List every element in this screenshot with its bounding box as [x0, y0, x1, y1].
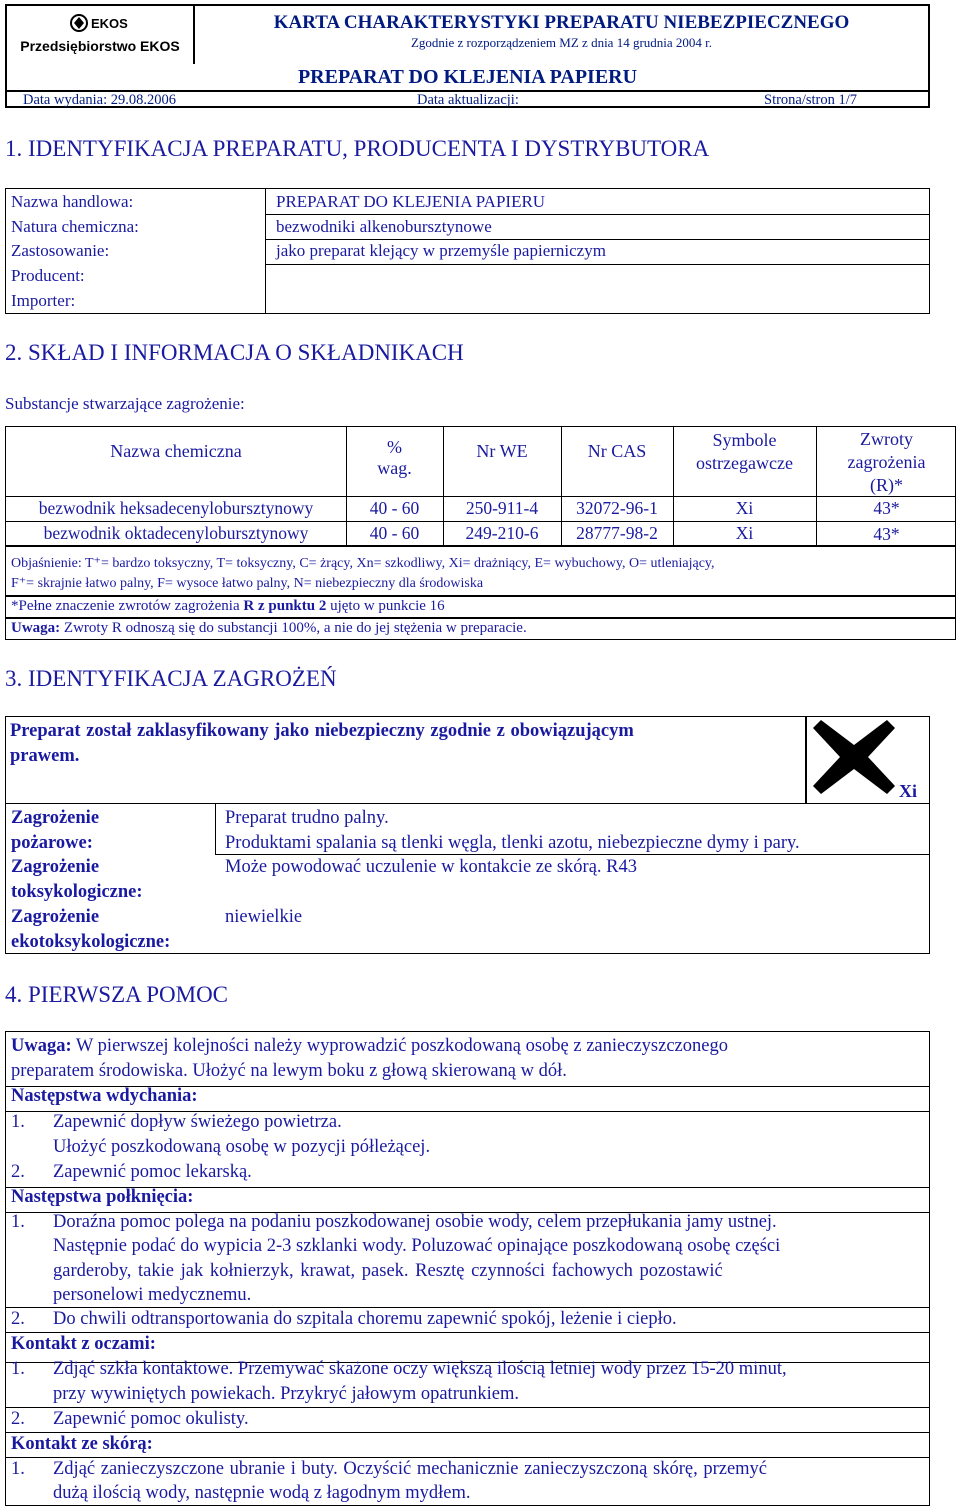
- row2-cas: 28777-98-2: [576, 523, 658, 543]
- col-header-r-line1: Zwroty: [860, 429, 913, 449]
- col-header-symbols: [673, 429, 816, 475]
- warning-line2: preparatem środowiska. Ułożyć na lewym boku z głową skierowaną w dół.: [11, 1061, 567, 1081]
- inhalation-item2-num: 2.: [11, 1162, 25, 1182]
- ingestion-item1-num: 1.: [11, 1212, 25, 1232]
- col-header-pct-line1: %: [387, 437, 402, 457]
- row1-cas: 32072-96-1: [576, 498, 658, 518]
- first-aid-box: [5, 1031, 930, 1506]
- hazardous-substances-subtitle: Substancje stwarzające zagrożenie:: [5, 394, 245, 413]
- col-header-r-phrases: [816, 428, 957, 497]
- regulation-text: Zgodnie z rozporządzeniem MZ z dnia 14 grudnia 2004 r.: [410, 35, 713, 50]
- label-importer: Importer:: [11, 290, 76, 310]
- title-cell: [195, 6, 928, 64]
- col-header-we: Nr WE: [476, 441, 528, 461]
- col-header-pct: [346, 437, 443, 479]
- note-text: [11, 620, 527, 637]
- eyes-item1-cont: przy wywiniętych powiekach. Przykryć jałowym opatrunkiem.: [53, 1384, 519, 1404]
- product-name: PREPARAT DO KLEJENIA PAPIERU: [297, 66, 638, 88]
- row2-name: bezwodnik oktadecenylobursztynowy: [43, 523, 309, 543]
- company-name: Przedsiębiorstwo EKOS: [20, 38, 180, 54]
- identification-labels: [11, 190, 139, 314]
- full-meaning-text: [11, 598, 445, 615]
- full-meaning-box: [5, 596, 956, 618]
- hazards-table: [5, 804, 930, 954]
- warning-text-1: W pierwszej kolejności należy wyprowadzić poszkodowaną osobę z zanieczyszczonego: [71, 1036, 728, 1056]
- meta-row: [7, 90, 928, 110]
- label-fire-hazard-1: Zagrożenie: [11, 808, 100, 828]
- col-header-symbols-line1: Symbole: [712, 430, 777, 450]
- inhalation-item2-text: Zapewnić pomoc lekarską.: [53, 1162, 252, 1182]
- skin-item1-cont: dużą ilością wody, następnie wodą z łagodnym mydłem.: [53, 1483, 471, 1503]
- row2-we: 249-210-6: [465, 523, 539, 543]
- col-header-symbols-line2: ostrzegawcze: [696, 453, 793, 473]
- row2-symbol: Xi: [735, 523, 754, 543]
- ingestion-item2: [11, 1309, 677, 1330]
- hazard-labels: [11, 806, 170, 954]
- label-trade-name: Nazwa handlowa:: [11, 192, 134, 211]
- ingestion-title: Następstwa połknięcia:: [11, 1187, 194, 1207]
- col-header-r-line2: zagrożenia: [847, 452, 926, 472]
- inhalation-item2: [11, 1162, 252, 1183]
- label-producer: Producent:: [11, 266, 85, 286]
- eyes-item2-text: Zapewnić pomoc okulisty.: [53, 1409, 249, 1429]
- update-date: Data aktualizacji:: [417, 92, 519, 108]
- ingestion-item1-text: Doraźna pomoc polega na podaniu poszkodowanej osobie wody, celem przepłukania jamy ustnej.: [53, 1212, 777, 1232]
- note-box: [5, 618, 956, 640]
- section3-title: 3. IDENTYFIKACJA ZAGROŻEŃ: [5, 666, 337, 691]
- row1-pct: 40 - 60: [369, 498, 420, 518]
- ingestion-item2-num: 2.: [11, 1309, 25, 1329]
- eyes-item2-num: 2.: [11, 1409, 25, 1429]
- label-ecotox-hazard-1: Zagrożenie: [11, 906, 100, 927]
- inhalation-item1-cont: Ułożyć poszkodowaną osobę w pozycji półleżącej.: [53, 1137, 431, 1157]
- ingestion-item1: [11, 1212, 777, 1233]
- row1-we: 250-911-4: [465, 498, 539, 518]
- inhalation-item1: [11, 1112, 342, 1133]
- value-fire-1: Preparat trudno palny.: [225, 808, 389, 828]
- value-fire-2: Produktami spalania są tlenki węgla, tlenki azotu, niebezpieczne dymy i pary.: [225, 833, 800, 853]
- warning-label: Uwaga:: [11, 1036, 72, 1056]
- label-application: Zastosowanie:: [11, 241, 110, 261]
- eyes-item1: [11, 1359, 787, 1380]
- classification-box: [5, 716, 806, 804]
- logo-text: EKOS: [91, 16, 128, 31]
- col-header-r-line3: (R)*: [870, 475, 903, 495]
- full-meaning-a: *Pełne znaczenie zwrotów zagrożenia: [11, 598, 244, 614]
- issue-date: Data wydania: 29.08.2006: [23, 92, 177, 108]
- section2-title: 2. SKŁAD I INFORMACJA O SKŁADNIKACH: [5, 340, 464, 365]
- ingestion-item1-cont2: garderoby, takie jak kołnierzyk, krawat, pasek. Resztę czynności fachowych pozostawić: [53, 1261, 723, 1281]
- ingestion-item1-cont1: Następnie podać do wypicia 2-3 szklanki wody. Poluzować opinające poszkodowaną osobę części: [53, 1236, 781, 1256]
- classification-line2: prawem.: [10, 746, 80, 766]
- label-tox-hazard-2: toksykologiczne:: [11, 882, 143, 903]
- eyes-item1-num: 1.: [11, 1359, 25, 1379]
- value-ecotox: niewielkie: [225, 907, 303, 927]
- label-chemical-nature: Natura chemiczna:: [11, 216, 139, 236]
- identification-table: [5, 188, 930, 314]
- company-cell: [7, 6, 195, 64]
- explanation-box: [5, 546, 956, 596]
- eyes-item2: [11, 1409, 249, 1430]
- full-meaning-c: ujęto w punkcie 16: [326, 598, 445, 614]
- classification-line1: Preparat został zaklasyfikowany jako niebezpieczny zgodnie z obowiązującym: [10, 721, 634, 741]
- note-body: Zwroty R odnoszą się do substancji 100%, a nie do jej stężenia w preparacie.: [60, 620, 527, 636]
- row1-symbol: Xi: [735, 498, 754, 518]
- col-header-pct-line2: wag.: [377, 458, 412, 478]
- col-header-name: Nazwa chemiczna: [110, 441, 242, 461]
- row2-r: 43*: [873, 524, 900, 544]
- hazard-symbol-box: [806, 716, 930, 804]
- full-meaning-b: R z punktu 2: [243, 598, 327, 614]
- eyes-item1-text: Zdjąć szkła kontaktowe. Przemywać skażone oczy większą ilością letniej wody przez 15-20 minut,: [53, 1359, 787, 1379]
- skin-item1-num: 1.: [11, 1459, 25, 1479]
- row1-r: 43*: [873, 498, 900, 518]
- label-tox-hazard-1: Zagrożenie: [11, 857, 100, 878]
- row1-name: bezwodnik heksadecenylobursztynowy: [38, 498, 314, 518]
- label-ecotox-hazard-2: ekotoksykologiczne:: [11, 931, 171, 952]
- inhalation-item1-text: Zapewnić dopływ świeżego powietrza.: [53, 1112, 342, 1132]
- identification-values: [276, 190, 606, 264]
- document-header: [5, 4, 930, 108]
- value-chemical-nature: bezwodniki alkenobursztynowe: [276, 216, 492, 236]
- document-title: KARTA CHARAKTERYSTYKI PREPARATU NIEBEZPIECZNEGO: [273, 12, 850, 33]
- warning-line1: [11, 1036, 728, 1057]
- col-header-cas: Nr CAS: [587, 441, 647, 461]
- row2-pct: 40 - 60: [369, 523, 420, 543]
- skin-item1-text: Zdjąć zanieczyszczone ubranie i buty. Oczyścić mechanicznie zanieczyszczoną skórę, przemyć: [53, 1459, 768, 1479]
- label-fire-hazard-2: pożarowe:: [11, 832, 93, 853]
- inhalation-item1-num: 1.: [11, 1112, 25, 1132]
- value-application: jako preparat klejący w przemyśle papierniczym: [276, 241, 606, 261]
- explanation-line2: F⁺= skrajnie łatwo palny, F= wysoce łatwo palny, N= niebezpieczny dla środowiska: [11, 576, 484, 591]
- ingestion-item2-text: Do chwili odtransportowania do szpitala choremu zapewnić spokój, leżenie i ciepło.: [53, 1309, 677, 1329]
- eyes-title: Kontakt z oczami:: [11, 1334, 156, 1354]
- section1-title: 1. IDENTYFIKACJA PREPARATU, PRODUCENTA I DYSTRYBUTORA: [5, 136, 710, 161]
- note-label: Uwaga:: [11, 620, 61, 636]
- section4-title: 4. PIERWSZA POMOC: [5, 982, 229, 1007]
- composition-table: [5, 426, 956, 546]
- explanation-line1: Objaśnienie: T⁺= bardzo toksyczny, T= toksyczny, C= żrący, Xn= szkodliwy, Xi= drażniący, E= wybuchowy, O= utleniający,: [11, 556, 715, 571]
- value-trade-name: PREPARAT DO KLEJENIA PAPIERU: [276, 192, 546, 211]
- page-number: Strona/stron 1/7: [764, 92, 858, 108]
- company-logo: [69, 12, 135, 34]
- inhalation-title: Następstwa wdychania:: [11, 1086, 198, 1106]
- skin-title: Kontakt ze skórą:: [11, 1434, 153, 1454]
- ingestion-item1-cont3: personelowi medycznemu.: [53, 1285, 252, 1305]
- skin-item1: [11, 1459, 767, 1480]
- value-tox: Może powodować uczulenie w kontakcie ze skórą. R43: [225, 857, 637, 877]
- irritant-x-icon: [813, 720, 895, 794]
- hazard-symbol-label: Xi: [899, 781, 917, 801]
